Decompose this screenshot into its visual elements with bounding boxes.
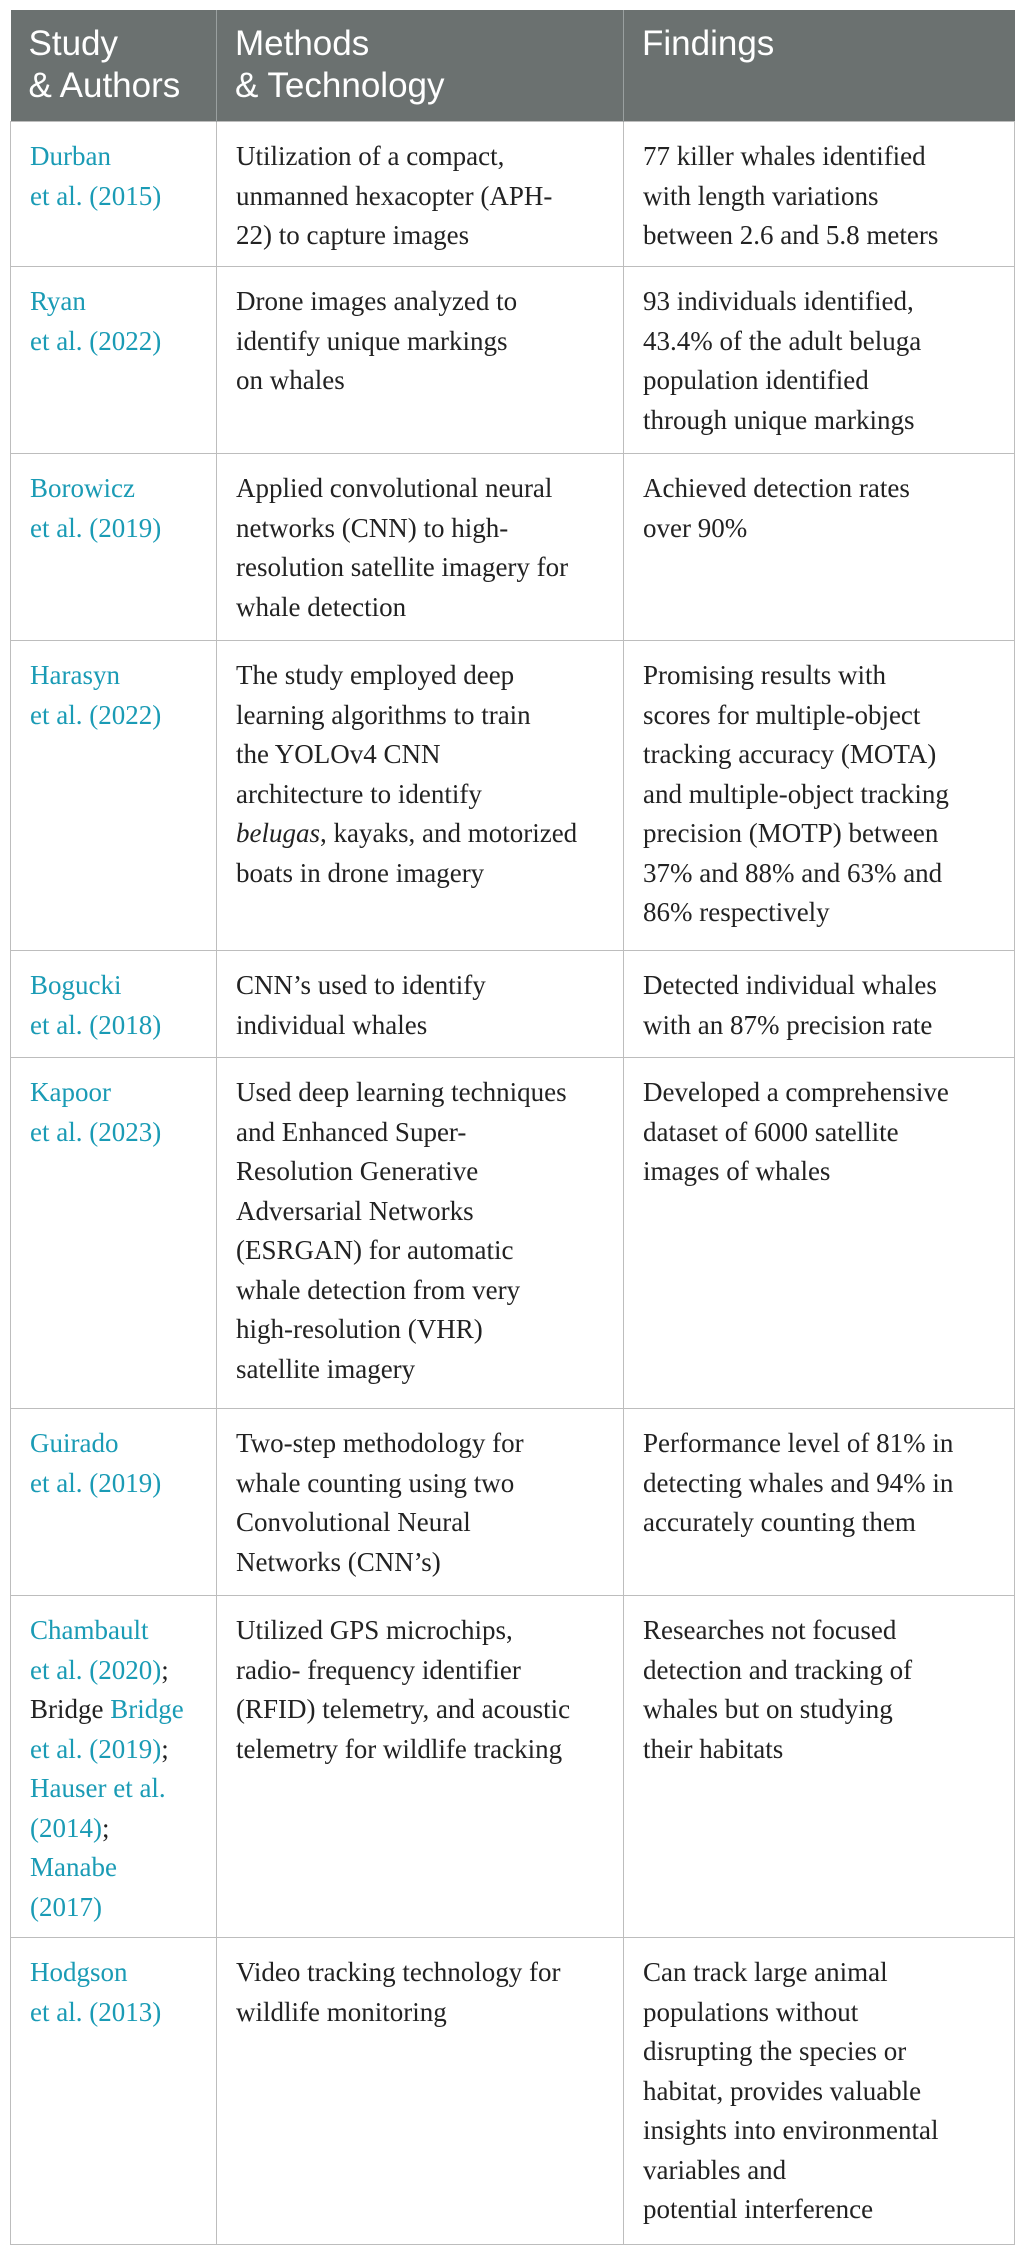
cell-text: Achieved detection rates <box>643 473 910 503</box>
cell-line <box>643 282 998 322</box>
cell-line <box>643 1611 998 1651</box>
cell-study <box>11 122 217 267</box>
cell-line <box>236 1271 607 1311</box>
cell-line <box>236 1152 607 1192</box>
citation-link[interactable]: Hodgson <box>30 1957 128 1987</box>
cell-text: CNN’s used to identify <box>236 970 486 1000</box>
header-findings <box>624 10 1015 122</box>
cell-line <box>643 775 998 815</box>
cell-text: whales but on studying <box>643 1694 893 1724</box>
cell-study <box>11 1058 217 1409</box>
cell-line <box>643 2111 998 2151</box>
cell-line <box>643 177 998 217</box>
cell-line <box>643 735 998 775</box>
cell-text: Two-step methodology for <box>236 1428 524 1458</box>
cell-line <box>236 1231 607 1271</box>
citation-link[interactable]: (2014) <box>30 1812 102 1843</box>
citation-link[interactable]: et al. (2019) <box>30 512 162 543</box>
cell-text: wildlife monitoring <box>236 1996 447 2027</box>
cell-text: unmanned hexacopter (APH- <box>236 180 553 211</box>
citation-link[interactable]: et al. (2019) <box>30 1733 162 1764</box>
cell-findings <box>624 1596 1015 1938</box>
cell-line <box>643 1953 998 1993</box>
citation-link[interactable]: Chambault <box>30 1615 149 1645</box>
header-line: Methods <box>235 24 370 63</box>
header-study-authors <box>11 10 217 122</box>
cell-line <box>643 1690 998 1730</box>
cell-line <box>236 1503 607 1543</box>
cell-findings <box>624 122 1015 267</box>
citation-link[interactable]: et al. (2022) <box>30 699 162 730</box>
table-row <box>11 1938 1015 2245</box>
cell-study <box>11 267 217 454</box>
cell-line <box>643 656 998 696</box>
cell-methods <box>217 1596 624 1938</box>
citation-link[interactable]: Bogucki <box>30 970 122 1000</box>
cell-line <box>643 2072 998 2112</box>
cell-text: Convolutional Neural <box>236 1507 471 1537</box>
cell-line <box>30 1769 200 1809</box>
citation-link[interactable]: Hauser et al. <box>30 1773 166 1803</box>
cell-text: belugas <box>236 818 320 848</box>
cell-text: habitat, provides valuable <box>643 2075 922 2106</box>
cell-study <box>11 1596 217 1938</box>
cell-line <box>643 322 998 362</box>
table-body <box>11 122 1015 2245</box>
cell-text: (ESRGAN) for automatic <box>236 1235 514 1265</box>
cell-findings <box>624 454 1015 641</box>
cell-text: disrupting the species or <box>643 2036 907 2066</box>
cell-line <box>30 1888 200 1928</box>
header-line: Findings <box>642 24 775 63</box>
cell-text: ; <box>101 1812 110 1843</box>
cell-line <box>30 1073 200 1113</box>
cell-line <box>30 1809 200 1849</box>
cell-line <box>236 1192 607 1232</box>
cell-text: the YOLOv4 CNN <box>236 739 441 769</box>
cell-text: Applied convolutional neural <box>236 473 553 503</box>
cell-line <box>30 137 200 177</box>
cell-findings <box>624 267 1015 454</box>
cell-text: identify unique markings <box>236 325 508 356</box>
cell-text: insights into environmental <box>643 2115 939 2145</box>
citation-link[interactable]: et al. (2019) <box>30 1467 162 1498</box>
cell-text: Utilized GPS microchips, <box>236 1615 513 1645</box>
cell-line <box>643 509 998 549</box>
cell-line <box>236 588 607 628</box>
cell-text: and Enhanced Super- <box>236 1116 467 1147</box>
cell-text: individual whales <box>236 1009 428 1040</box>
cell-findings <box>624 1058 1015 1409</box>
cell-methods <box>217 122 624 267</box>
cell-text: tracking accuracy (MOTA) <box>643 739 937 769</box>
cell-line <box>236 216 607 256</box>
cell-line <box>643 1993 998 2033</box>
cell-text: accurately counting them <box>643 1507 916 1537</box>
cell-text: Networks (CNN’s) <box>236 1546 441 1577</box>
cell-line <box>236 1073 607 1113</box>
cell-text: whale detection <box>236 591 407 622</box>
cell-line <box>236 1651 607 1691</box>
cell-line <box>236 1464 607 1504</box>
table-row <box>11 267 1015 454</box>
citation-link[interactable]: Durban <box>30 141 111 171</box>
cell-text: whale counting using two <box>236 1467 515 1498</box>
cell-line <box>643 854 998 894</box>
cell-methods <box>217 267 624 454</box>
cell-line <box>643 893 998 933</box>
header-methods-technology <box>217 10 624 122</box>
cell-text: (RFID) telemetry, and acoustic <box>236 1694 571 1724</box>
cell-line <box>643 1424 998 1464</box>
cell-line <box>236 1424 607 1464</box>
citation-link[interactable]: Bridge <box>110 1694 184 1724</box>
cell-line <box>643 1113 998 1153</box>
cell-text: images of whales <box>643 1156 831 1186</box>
cell-findings <box>624 641 1015 951</box>
cell-methods <box>217 641 624 951</box>
cell-line <box>236 1543 607 1583</box>
cell-line <box>30 656 200 696</box>
cell-line <box>643 1651 998 1691</box>
cell-line <box>236 509 607 549</box>
cell-text: over 90% <box>643 512 748 543</box>
cell-line <box>30 1611 200 1651</box>
cell-text: population identified <box>643 365 869 395</box>
citation-link[interactable]: (2017) <box>30 1891 102 1922</box>
cell-methods <box>217 951 624 1058</box>
cell-text: resolution satellite imagery for <box>236 552 569 582</box>
cell-line <box>643 1073 998 1113</box>
cell-line <box>643 1730 998 1770</box>
cell-line <box>236 1350 607 1390</box>
cell-text: 37% and 88% and 63% and <box>643 857 943 888</box>
cell-line <box>30 322 200 362</box>
citation-link[interactable]: Guirado <box>30 1428 119 1458</box>
cell-text: Used deep learning techniques <box>236 1077 567 1107</box>
cell-text: networks (CNN) to high- <box>236 512 509 543</box>
cell-text: variables and <box>643 2154 787 2185</box>
cell-text: through unique markings <box>643 404 915 435</box>
table-row <box>11 641 1015 951</box>
cell-study <box>11 951 217 1058</box>
table-row <box>11 951 1015 1058</box>
cell-line <box>30 966 200 1006</box>
cell-line <box>643 696 998 736</box>
cell-line <box>30 177 200 217</box>
cell-text: on whales <box>236 365 345 395</box>
cell-line <box>643 1464 998 1504</box>
cell-line <box>236 177 607 217</box>
cell-line <box>236 282 607 322</box>
cell-text: Bridge <box>30 1694 111 1724</box>
cell-line <box>30 1006 200 1046</box>
cell-text: , kayaks, and motorized <box>320 818 578 848</box>
cell-text: detection and tracking of <box>643 1654 913 1685</box>
citation-link[interactable]: Borowicz <box>30 473 135 503</box>
table-row <box>11 122 1015 267</box>
cell-methods <box>217 1058 624 1409</box>
cell-text: Utilization of a compact, <box>236 141 505 171</box>
cell-text: Resolution Generative <box>236 1156 479 1186</box>
cell-line <box>643 966 998 1006</box>
header-row <box>11 10 1015 122</box>
header-line: Study <box>28 24 118 63</box>
cell-text: 86% respectively <box>643 897 830 927</box>
cell-line <box>643 814 998 854</box>
cell-line <box>30 696 200 736</box>
cell-text: Promising results with <box>643 660 887 690</box>
table-row <box>11 1409 1015 1596</box>
cell-study <box>11 454 217 641</box>
cell-line <box>236 1953 607 1993</box>
cell-line <box>236 966 607 1006</box>
cell-text: Adversarial Networks <box>236 1195 474 1226</box>
cell-line <box>236 1690 607 1730</box>
cell-text: Can track large animal <box>643 1957 888 1987</box>
cell-line <box>236 1113 607 1153</box>
cell-methods <box>217 1938 624 2245</box>
cell-text: Performance level of 81% in <box>643 1428 954 1458</box>
cell-text: populations without <box>643 1996 859 2027</box>
cell-line <box>643 361 998 401</box>
cell-line <box>236 548 607 588</box>
header-line: & Technology <box>235 66 445 105</box>
cell-line <box>643 469 998 509</box>
cell-line <box>643 2151 998 2191</box>
cell-text: boats in drone imagery <box>236 857 485 888</box>
cell-line <box>236 854 607 894</box>
cell-text: architecture to identify <box>236 778 482 809</box>
cell-study <box>11 1409 217 1596</box>
cell-text: their habitats <box>643 1733 784 1764</box>
cell-line <box>30 1848 200 1888</box>
cell-line <box>30 469 200 509</box>
cell-text: whale detection from very <box>236 1274 521 1305</box>
cell-line <box>30 1651 200 1691</box>
cell-text: 43.4% of the adult beluga <box>643 325 922 356</box>
cell-line <box>236 361 607 401</box>
cell-line <box>236 322 607 362</box>
cell-text: and multiple-object tracking <box>643 778 949 809</box>
cell-line <box>236 1006 607 1046</box>
citation-link[interactable]: et al. (2022) <box>30 325 162 356</box>
cell-line <box>643 216 998 256</box>
cell-text: with length variations <box>643 180 879 211</box>
cell-text: Video tracking technology for <box>236 1957 561 1987</box>
cell-line <box>643 137 998 177</box>
citation-link[interactable]: et al. (2018) <box>30 1009 162 1040</box>
cell-line <box>30 1730 200 1770</box>
cell-text: ; <box>161 1733 169 1764</box>
cell-text: learning algorithms to train <box>236 699 531 730</box>
cell-line <box>643 2032 998 2072</box>
cell-line <box>236 1993 607 2033</box>
cell-line <box>30 282 200 322</box>
citation-link[interactable]: et al. (2015) <box>30 180 162 211</box>
cell-text: potential interference <box>643 2194 874 2224</box>
header-line: & Authors <box>28 66 181 105</box>
cell-text: Detected individual whales <box>643 970 937 1000</box>
cell-line <box>643 1006 998 1046</box>
cell-line <box>643 401 998 441</box>
cell-text: telemetry for wildlife tracking <box>236 1733 563 1764</box>
cell-text: Developed a comprehensive <box>643 1077 949 1107</box>
cell-line <box>236 137 607 177</box>
cell-text: high-resolution (VHR) <box>236 1314 483 1344</box>
cell-methods <box>217 1409 624 1596</box>
cell-findings <box>624 1938 1015 2245</box>
cell-line <box>236 735 607 775</box>
cell-line <box>643 1152 998 1192</box>
cell-line <box>236 469 607 509</box>
table-row <box>11 1596 1015 1938</box>
cell-line <box>30 1424 200 1464</box>
cell-findings <box>624 951 1015 1058</box>
cell-findings <box>624 1409 1015 1596</box>
cell-text: precision (MOTP) between <box>643 818 939 848</box>
cell-line <box>30 1464 200 1504</box>
cell-study <box>11 641 217 951</box>
table-row <box>11 454 1015 641</box>
cell-text: 77 killer whales identified <box>643 141 926 171</box>
cell-text: detecting whales and 94% in <box>643 1467 954 1498</box>
cell-line <box>236 775 607 815</box>
literature-table <box>10 10 1015 2245</box>
cell-line <box>236 656 607 696</box>
cell-text: 22) to capture images <box>236 220 470 250</box>
cell-line <box>30 1690 200 1730</box>
cell-text: scores for multiple-object <box>643 699 921 730</box>
citation-link[interactable]: Kapoor <box>30 1077 111 1107</box>
cell-line <box>236 1611 607 1651</box>
cell-text: dataset of 6000 satellite <box>643 1116 899 1147</box>
cell-methods <box>217 454 624 641</box>
cell-text: ; <box>161 1654 169 1685</box>
cell-text: with an 87% precision rate <box>643 1009 933 1040</box>
cell-line <box>236 696 607 736</box>
citation-link[interactable]: Ryan <box>30 286 86 316</box>
cell-line <box>236 814 607 854</box>
citation-link[interactable]: Harasyn <box>30 660 120 690</box>
cell-text: Drone images analyzed to <box>236 286 518 316</box>
cell-line <box>236 1730 607 1770</box>
table-row <box>11 1058 1015 1409</box>
citation-link[interactable]: et al. (2023) <box>30 1116 162 1147</box>
cell-line <box>30 509 200 549</box>
cell-text: radio- frequency identifier <box>236 1654 521 1685</box>
citation-link[interactable]: et al. (2020) <box>30 1654 162 1685</box>
cell-line <box>30 1953 200 1993</box>
cell-text: Researches not focused <box>643 1615 897 1645</box>
cell-study <box>11 1938 217 2245</box>
cell-text: between 2.6 and 5.8 meters <box>643 220 939 250</box>
cell-text: 93 individuals identified, <box>643 286 914 316</box>
cell-line <box>643 1503 998 1543</box>
cell-line <box>30 1113 200 1153</box>
cell-line <box>30 1993 200 2033</box>
cell-text: The study employed deep <box>236 660 515 690</box>
cell-line <box>643 2190 998 2230</box>
cell-line <box>236 1310 607 1350</box>
citation-link[interactable]: et al. (2013) <box>30 1996 162 2027</box>
cell-text: satellite imagery <box>236 1353 416 1384</box>
citation-link[interactable]: Manabe <box>30 1852 117 1882</box>
